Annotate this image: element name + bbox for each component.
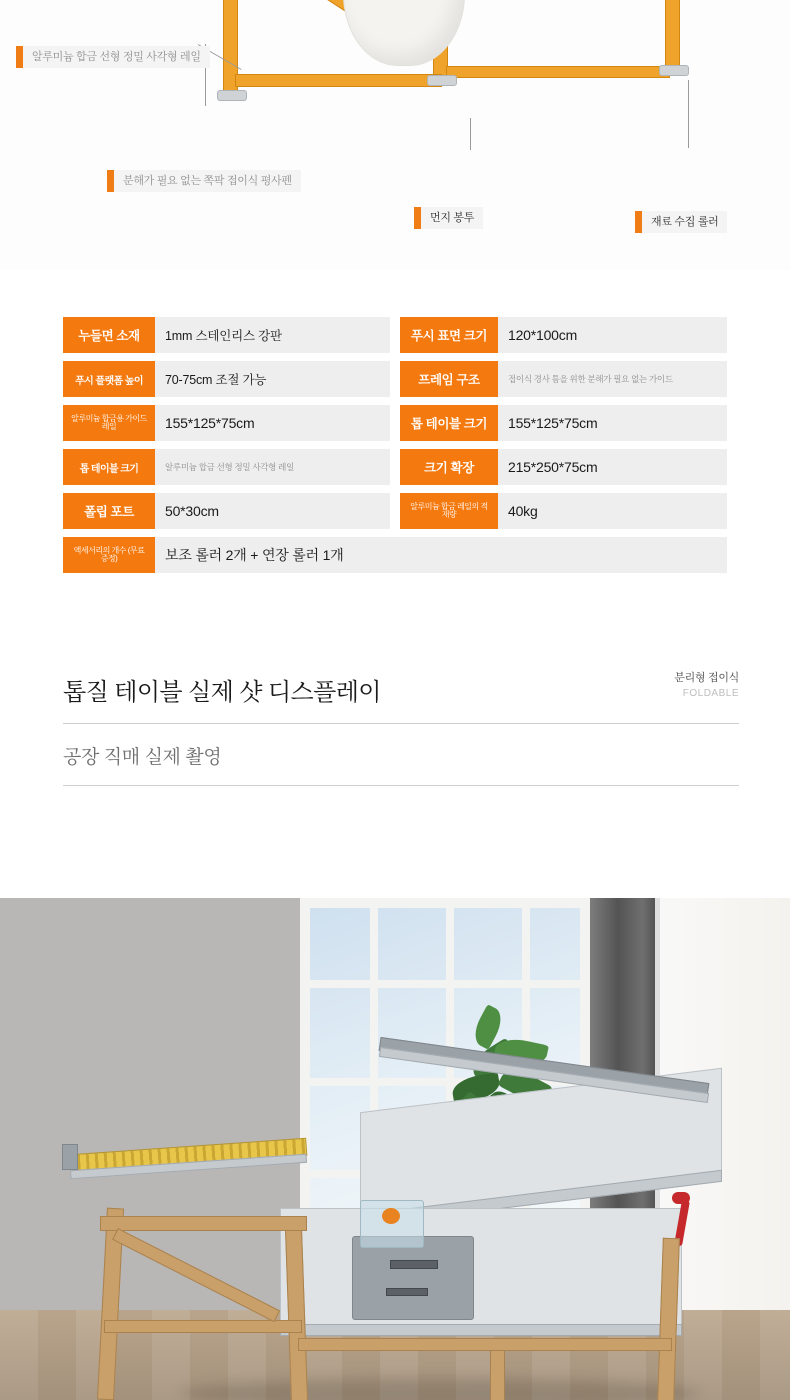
spec-label: 액세서리의 개수 (무료 증정) — [63, 537, 155, 573]
spec-label: 알루미늄 합금 레일의 적재량 — [400, 493, 498, 529]
callout-accent-bar — [16, 46, 23, 68]
spec-gap — [390, 493, 400, 529]
spec-label: 푸시 플랫폼 높이 — [63, 361, 155, 397]
wooden-rail — [104, 1320, 302, 1333]
spec-value: 40kg — [498, 493, 727, 529]
callout-accent-bar — [107, 170, 114, 192]
spec-gap — [390, 405, 400, 441]
section-headings — [63, 672, 739, 786]
rail-end-cap — [62, 1144, 78, 1170]
saw-table-illustration — [205, 0, 725, 178]
spec-value: 접이식 경사 틈을 위한 분해가 필요 없는 가이드 — [498, 361, 727, 397]
wooden-rail — [298, 1338, 672, 1351]
spec-gap — [390, 361, 400, 397]
spec-label: 푸시 표면 크기 — [400, 317, 498, 353]
callout-foldable-frame — [107, 170, 301, 192]
spec-value: 70-75cm 조절 가능 — [155, 361, 390, 397]
spec-label: 누들면 소재 — [63, 317, 155, 353]
saw-table-photo — [60, 1088, 760, 1400]
blade-insert-plate — [352, 1236, 474, 1320]
spec-gap — [390, 449, 400, 485]
room-photo — [0, 898, 790, 1400]
title-side-note — [674, 670, 739, 702]
leader-line-5 — [688, 80, 689, 148]
spec-row — [63, 493, 727, 529]
spec-pair-left — [63, 317, 390, 353]
lower-saw-table — [280, 1208, 682, 1330]
orange-guard-marker — [382, 1208, 400, 1224]
spec-pair-right — [400, 405, 727, 441]
spec-value: 155*125*75cm — [498, 405, 727, 441]
spec-value: 알루미늄 합금 선형 정밀 사각형 레일 — [155, 449, 390, 485]
page-title — [63, 672, 739, 724]
spec-pair-left — [63, 493, 390, 529]
spec-row — [63, 317, 727, 353]
spec-label: 프레임 구조 — [400, 361, 498, 397]
wooden-rail — [100, 1216, 307, 1231]
title-side-note-line2: FOLDABLE — [682, 688, 739, 699]
page-title-text: 톱질 테이블 실제 샷 디스플레이 — [63, 679, 381, 706]
spec-label: 폴립 포트 — [63, 493, 155, 529]
page-subtitle: 공장 직매 실제 촬영 — [63, 724, 739, 786]
spec-pair-right — [400, 449, 727, 485]
callout-accent-bar — [635, 211, 642, 233]
spec-value: 50*30cm — [155, 493, 390, 529]
hero-product-photo — [0, 0, 790, 272]
spec-label: 톱 테이블 크기 — [63, 449, 155, 485]
blade-slot — [386, 1288, 428, 1296]
spec-pair-left — [63, 405, 390, 441]
red-lever-knob — [672, 1192, 690, 1204]
spec-label: 톱 테이블 크기 — [400, 405, 498, 441]
saw-shadow — [180, 1378, 700, 1400]
spec-value: 보조 롤러 2개 + 연장 롤러 1개 — [155, 537, 727, 573]
callout-dust-bag — [414, 207, 483, 229]
spec-pair-right — [400, 361, 727, 397]
title-side-note-line1: 분리형 접이식 — [674, 671, 739, 684]
spec-row — [63, 405, 727, 441]
specification-table — [63, 317, 727, 581]
spec-row — [63, 449, 727, 485]
spec-value: 215*250*75cm — [498, 449, 727, 485]
callout-label: 알루미늄 합금 선형 정밀 사각형 레일 — [32, 51, 201, 63]
spec-row-accessories — [63, 537, 727, 573]
spec-pair-left — [63, 361, 390, 397]
spec-value: 155*125*75cm — [155, 405, 390, 441]
blade-slot — [390, 1260, 438, 1269]
callout-label: 먼지 봉투 — [430, 212, 475, 224]
spec-label: 알루미늄 합금용 가이드 레일 — [63, 405, 155, 441]
spec-gap — [390, 317, 400, 353]
lower-saw-table-edge — [280, 1324, 682, 1336]
callout-label: 재료 수집 롤러 — [651, 216, 719, 228]
callout-material-roller — [635, 211, 727, 233]
callout-aluminum-rail — [16, 46, 210, 68]
callout-label: 분해가 필요 없는 쪽팍 접이식 평사펜 — [123, 175, 292, 187]
spec-value: 120*100cm — [498, 317, 727, 353]
spec-value: 1mm 스테인리스 강판 — [155, 317, 390, 353]
wooden-brace — [112, 1228, 280, 1322]
spec-label: 크기 확장 — [400, 449, 498, 485]
callout-accent-bar — [414, 207, 421, 229]
spec-pair-right — [400, 493, 727, 529]
spec-pair-right — [400, 317, 727, 353]
leader-line-4 — [470, 118, 471, 150]
window-mullion-horizontal — [310, 980, 580, 988]
spec-row — [63, 361, 727, 397]
spec-pair-left — [63, 449, 390, 485]
